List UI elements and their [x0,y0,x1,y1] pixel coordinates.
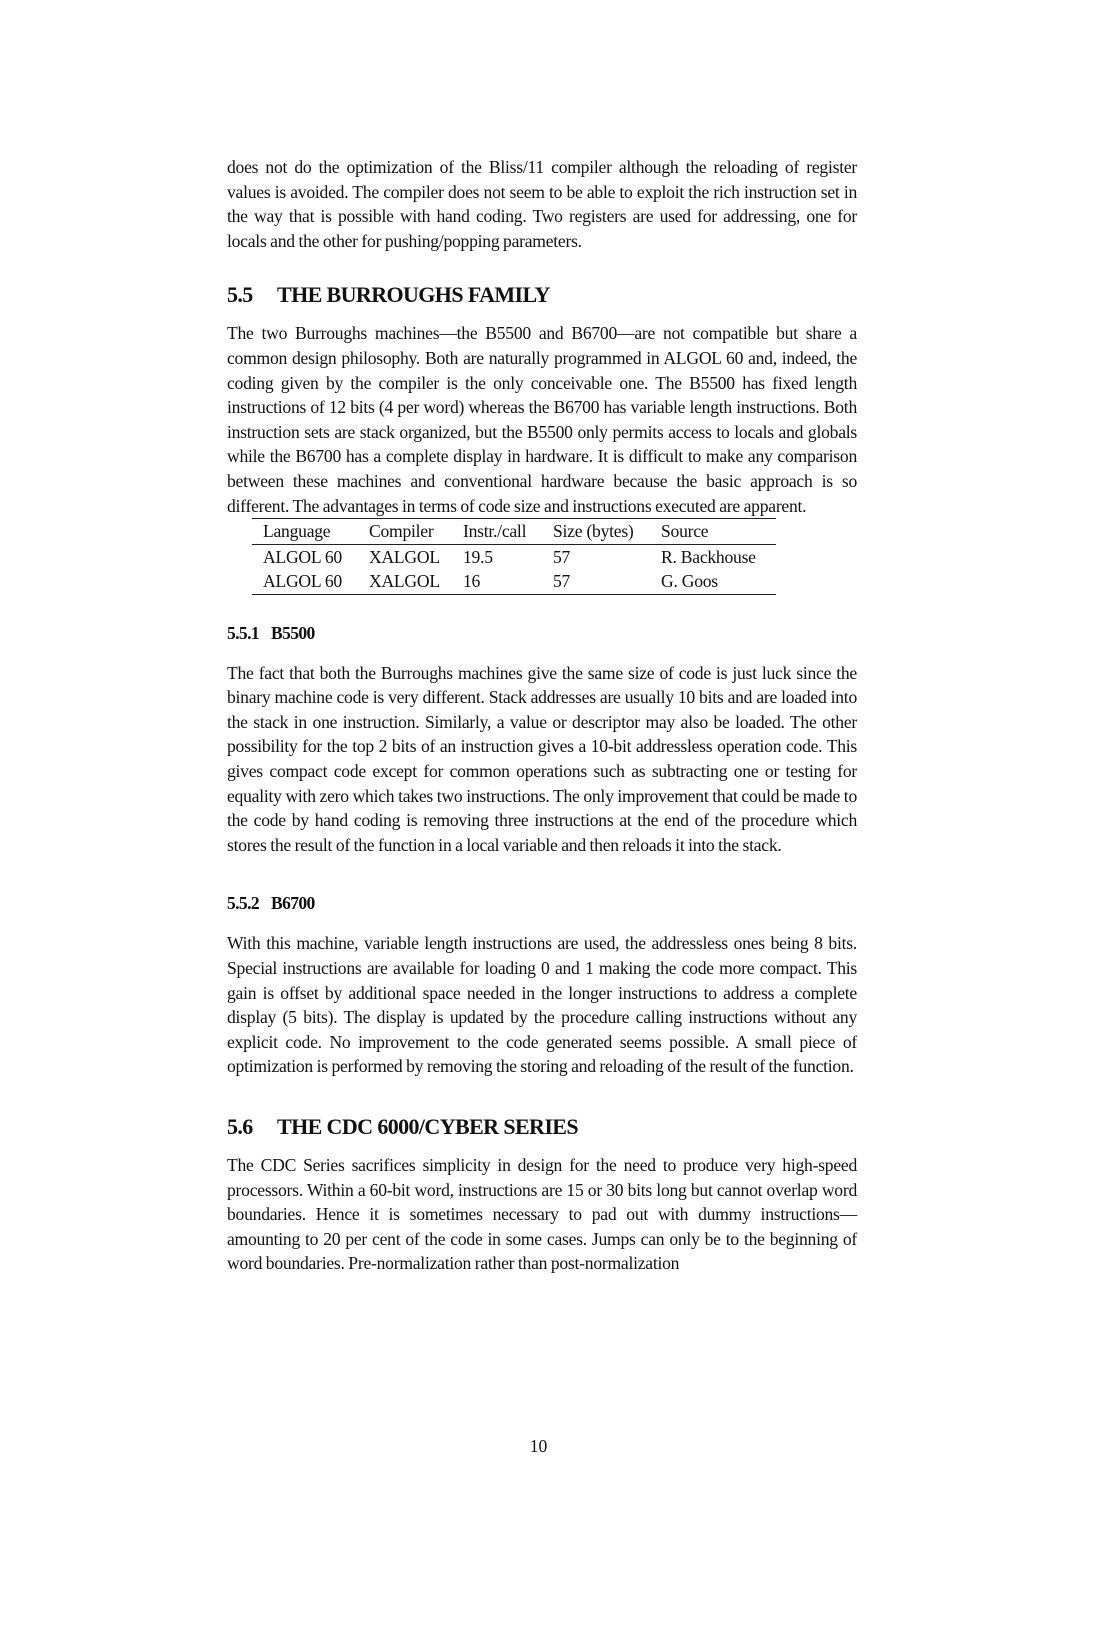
table-header: Source [661,521,709,542]
page-body [227,155,857,1276]
table-cell: R. Backhouse [661,546,756,567]
subsection-heading-5-5-1 [227,621,857,645]
burroughs-paragraph: The two Burroughs machines—the B5500 and B6700—are not compatible but share a common design philosophy. Both are naturally programmed in ALGOL 60 and, indeed, the coding given by the compiler is the only conceivable one. The B5500 has fixed length instructions of 12 bits (4 per word) whereas the B6700 has variable length instructions. Both instruction sets are stack organized, but the B5500 only permits access to locals and globals while the B6700 has a complete display in hardware. It is difficult to make any comparison between these machines and conventional hardware because the basic approach is so different. The advantages in terms of code size and instructions executed are apparent. [227,323,857,516]
table-cell: 57 [553,571,571,592]
subsection-title: B5500 [271,622,315,643]
table-row [252,569,776,594]
section-number: 5.6 [227,1113,253,1139]
section-title: THE BURROUGHS FAMILY [277,282,550,308]
subsection-title: B6700 [271,893,315,914]
subsection-number: 5.5.2 [227,893,260,914]
table-cell: ALGOL 60 [263,546,342,567]
cdc-paragraph: The CDC Series sacrifices simplicity in design for the need to produce very high-speed processors. Within a 60-bit word, instructions are 15 or 30 bits long but cannot overlap word boundaries. Hence it is sometimes necessary to pad out with dummy instructions— amounting to 20 per cent of the code in some cases. Jumps can only be to the beginning of word boundaries. Pre-normalization rather than post-normalization [227,1154,857,1274]
section-number: 5.5 [227,282,253,308]
table-cell: XALGOL [369,571,440,592]
table-cell: 57 [553,546,571,567]
table-cell: 19.5 [463,546,493,567]
subsection-heading-5-5-2 [227,891,857,915]
table-row [252,544,776,569]
table-header: Instr./call [463,521,527,542]
b5500-paragraph: The fact that both the Burroughs machines give the same size of code is just luck since the binary machine code is very different. Stack addresses are usually 10 bits and are loaded into the stack in one instruction. Similarly, a value or descriptor may also be loaded. The other possibility for the top 2 bits of an instruction gives a 10-bit addressless operation code. This gives compact code except for common operations such as subtracting one or testing for equality with zero which takes two instructions. The only improvement that could be made to the code by hand coding is removing three instructions at the end of the procedure which stores the result of the function in a local variable and then reloads it into the stack. [227,662,857,855]
table-cell: ALGOL 60 [263,571,342,592]
section-title: THE CDC 6000/CYBER SERIES [277,1113,579,1139]
intro-paragraph: does not do the optimization of the Bliss/11 compiler although the reloading of register values is avoided. The compiler does not seem to be able to exploit the rich instruction set in the way that is possible with hand coding. Two registers are used for addressing, one for locals and the other for pushing/popping parameters. [227,157,857,251]
table-header: Language [263,521,331,542]
table-cell: XALGOL [369,546,440,567]
comparison-table [252,518,776,595]
table-cell: 16 [463,571,481,592]
subsection-number: 5.5.1 [227,622,260,643]
table-header-row [252,519,776,545]
b6700-paragraph: With this machine, variable length instructions are used, the addressless ones being 8 bits. Special instructions are available for loading 0 and 1 making the code more compact. This gain is offset by additional space needed in the longer instructions to address a complete display (5 bits). The display is updated by the procedure calling instructions without any explicit code. No improvement to the code generated seems possible. A small piece of optimization is performed by removing the storing and reloading of the result of the function. [227,933,857,1077]
table-header: Size (bytes) [553,521,634,542]
section-heading-5-5 [227,281,857,309]
table-cell: G. Goos [661,571,718,592]
section-heading-5-6 [227,1113,857,1141]
page-number: 10 [529,1436,548,1456]
table-header: Compiler [369,521,434,542]
